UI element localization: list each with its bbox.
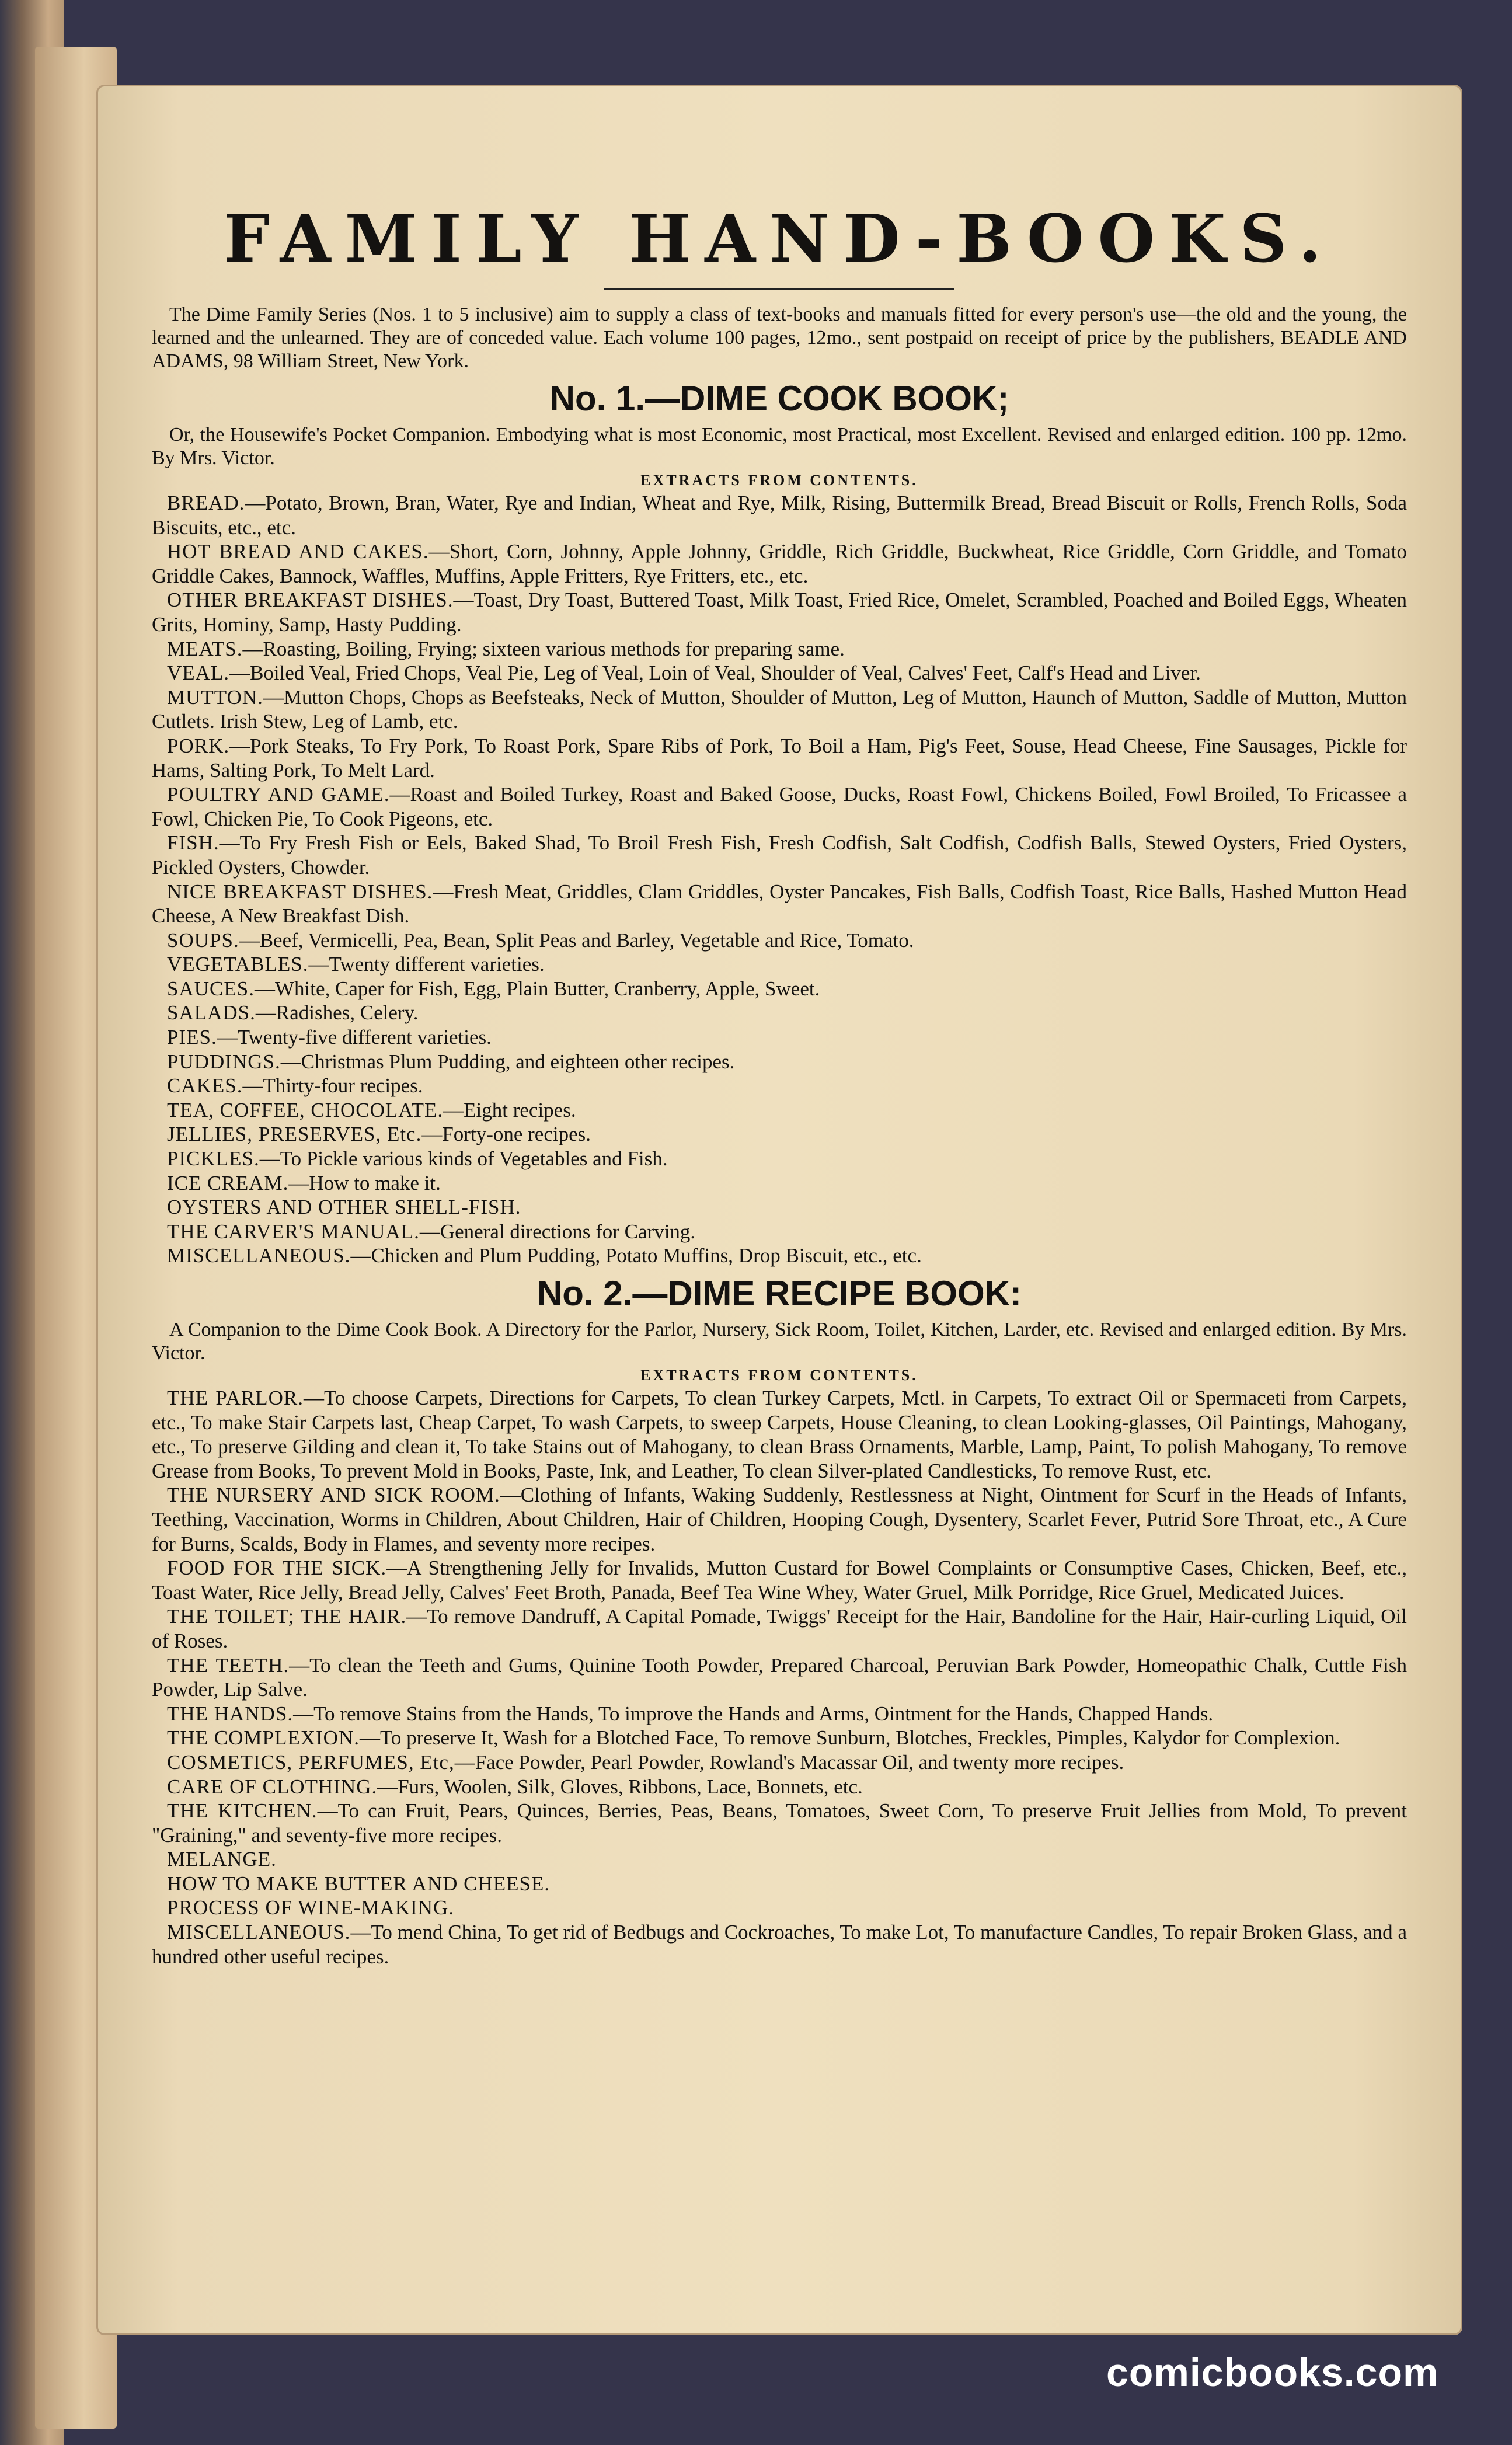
entry-heading: OYSTERS AND OTHER SHELL-FISH. [167,1196,521,1219]
contents-entry [152,1195,1407,1220]
entry-text: —To remove Stains from the Hands, To improve the Hands and Arms, Ointment for the Hands, Chapped Hands. [293,1702,1214,1725]
contents-entry [152,1050,1407,1074]
entry-text: —How to make it. [288,1171,441,1194]
entry-text: —Clothing of Infants, Waking Suddenly, Restlessness at Night, Ointment for Scurf in the Heads of Infants, Teething, Vaccination, Worms in Children, About Children, Hair of Children, Hooping Cough, Dysentery, Scarlet Fever, Putrid Sore Throat, etc., A Cure for Burns, Scalds, Body in Flames, and seventy more recipes. [152,1483,1407,1555]
book2-subtitle: A Companion to the Dime Cook Book. A Directory for the Parlor, Nursery, Sick Room, Toilet, Kitchen, Larder, etc. Revised and enlarged edition. By Mrs. Victor. [152,1319,1407,1364]
entry-text: —Potato, Brown, Bran, Water, Rye and Indian, Wheat and Rye, Milk, Rising, Buttermilk Bread, Bread Biscuit or Rolls, French Rolls, Soda Biscuits, etc., etc. [152,492,1407,539]
entry-text: —Pork Steaks, To Fry Pork, To Roast Pork, Spare Ribs of Pork, To Boil a Ham, Pig's Feet, Souse, Head Cheese, Fine Sausages, Pickle for Hams, Salting Pork, To Melt Lard. [152,734,1407,782]
entry-text: —Beef, Vermicelli, Pea, Bean, Split Peas and Barley, Vegetable and Rice, Tomato. [239,928,914,952]
entry-heading: PROCESS OF WINE-MAKING. [167,1896,454,1920]
entry-text: —Face Powder, Pearl Powder, Rowland's Macassar Oil, and twenty more recipes. [454,1750,1124,1774]
contents-entry [152,539,1407,588]
entry-text: —To remove Dandruff, A Capital Pomade, Twiggs' Receipt for the Hair, Bandoline for the Hair, Hair-curling Liquid, Oil of Roses. [152,1605,1408,1652]
entry-text: —Eight recipes. [443,1098,576,1122]
contents-entry [152,734,1407,782]
contents-entry [152,661,1407,685]
contents-entry [152,977,1407,1001]
contents-entry [152,952,1407,977]
contents-entry [152,831,1407,879]
contents-entry [152,1001,1407,1025]
entry-text: —Fresh Meat, Griddles, Clam Griddles, Oyster Pancakes, Fish Balls, Codfish Toast, Rice Balls, Hashed Mutton Head Cheese, A New Breakfast Dish. [152,880,1408,928]
entry-text: —Twenty different varieties. [308,953,545,976]
site-watermark: comicbooks.com [1106,2350,1439,2395]
contents-entry [152,1920,1407,1969]
entry-heading: THE NURSERY AND SICK ROOM. [167,1483,500,1507]
intro-paragraph: The Dime Family Series (Nos. 1 to 5 inclusive) aim to supply a class of text-books and manuals fitted for every person's use—the old and the young, the learned and the unlearned. They are of conceded value. Each volume 100 pages, 12mo., sent postpaid on receipt of price by the publishers, BEADLE AND ADAMS, 98 William Street, New York. [152,304,1407,372]
entry-text: —Thirty-four recipes. [242,1074,423,1098]
entry-text: —To mend China, To get rid of Bedbugs and Cockroaches, To make Lot, To manufacture Candles, To repair Broken Glass, and a hundred other useful recipes. [152,1921,1407,1968]
contents-entry [152,1171,1407,1196]
contents-entry [152,1872,1407,1896]
entry-text: —Radishes, Celery. [255,1001,419,1025]
title-rule [604,288,954,290]
contents-entry [152,1896,1407,1920]
entry-heading: OTHER BREAKFAST DISHES. [167,588,454,612]
contents-entry [152,1556,1407,1604]
entry-text: —To clean the Teeth and Gums, Quinine Tooth Powder, Prepared Charcoal, Peruvian Bark Powder, Homeopathic Chalk, Cuttle Fish Powder, Lip Salve. [152,1653,1408,1701]
entry-heading: VEGETABLES. [167,953,309,976]
entry-heading: PIES. [167,1026,217,1049]
contents-entry [152,588,1407,636]
entry-heading: TEA, COFFEE, CHOCOLATE. [167,1098,444,1122]
entry-heading: MUTTON. [167,685,263,709]
contents-entry [152,1483,1407,1556]
entry-heading: MISCELLANEOUS. [167,1921,351,1944]
contents-entry [152,1386,1407,1483]
contents-entry [152,637,1407,661]
contents-entry [152,1702,1407,1726]
entry-text: —Roasting, Boiling, Frying; sixteen various methods for preparing same. [242,637,845,660]
entry-heading: MELANGE. [167,1848,277,1871]
entry-heading: NICE BREAKFAST DISHES. [167,880,433,903]
entry-heading: BREAD. [167,492,245,514]
entry-heading: JELLIES, PRESERVES, Etc. [167,1123,422,1146]
entry-heading: THE COMPLEXION. [167,1726,360,1750]
entry-heading: SALADS. [167,1001,256,1025]
entry-heading: PORK. [167,734,230,757]
entry-text: —Chicken and Plum Pudding, Potato Muffins, Drop Biscuit, etc., etc. [350,1244,922,1267]
entry-heading: PICKLES. [167,1147,260,1171]
entry-heading: COSMETICS, PERFUMES, Etc, [167,1750,455,1774]
entry-heading: THE TOILET; THE HAIR. [167,1605,407,1628]
page-content [152,201,1407,1969]
entry-text: —Furs, Woolen, Silk, Gloves, Ribbons, Lace, Bonnets, etc. [377,1775,863,1798]
entry-text: —White, Caper for Fish, Egg, Plain Butter, Cranberry, Apple, Sweet. [254,977,820,1000]
entry-heading: THE PARLOR. [167,1387,304,1409]
contents-entry [152,1847,1407,1872]
book1-subtitle: Or, the Housewife's Pocket Companion. Embodying what is most Economic, most Practical, most Excellent. Revised and enlarged edition. 100 pp. 12mo. By Mrs. Victor. [152,424,1407,469]
page-title: FAMILY HAND-BOOKS. [223,201,1336,277]
contents-entry [152,1775,1407,1799]
entry-text: —Toast, Dry Toast, Buttered Toast, Milk Toast, Fried Rice, Omelet, Scrambled, Poached and Boiled Eggs, Wheaten Grits, Hominy, Samp, Hasty Pudding. [152,588,1407,636]
contents-entry [152,1122,1407,1147]
contents-entry [152,1147,1407,1171]
entry-heading: CAKES. [167,1074,243,1098]
entry-heading: PUDDINGS. [167,1050,281,1073]
entry-text: —To Pickle various kinds of Vegetables and Fish. [259,1147,668,1171]
book2-extracts-heading: EXTRACTS FROM CONTENTS. [640,1367,918,1384]
entry-text: —Short, Corn, Johnny, Apple Johnny, Griddle, Rich Griddle, Buckwheat, Rice Griddle, Corn Griddle, and Tomato Griddle Cakes, Bannock, Waffles, Muffins, Apple Fritters, Rye Fritters, etc., etc. [152,540,1407,587]
contents-entry [152,928,1407,953]
entry-heading: THE KITCHEN. [167,1799,318,1823]
contents-entry [152,1074,1407,1098]
entry-heading: HOW TO MAKE BUTTER AND CHEESE. [167,1872,551,1895]
entry-heading: HOT BREAD AND CAKES. [167,540,429,563]
entry-text: —Roast and Boiled Turkey, Roast and Baked Goose, Ducks, Roast Fowl, Chickens Boiled, Fowl Broiled, To Fricassee a Fowl, Chicken Pie, To Cook Pigeons, etc. [152,783,1408,830]
contents-entry [152,1098,1407,1123]
book2-contents-list [152,1386,1407,1969]
entry-text: —Christmas Plum Pudding, and eighteen other recipes. [280,1050,735,1073]
entry-text: —To preserve It, Wash for a Blotched Face, To remove Sunburn, Blotches, Freckles, Pimples, Kalydor for Complexion. [359,1726,1340,1750]
contents-entry [152,1750,1407,1775]
entry-text: —To choose Carpets, Directions for Carpets, To clean Turkey Carpets, Mctl. in Carpets, To extract Oil or Spermaceti from Carpets, etc., To make Stair Carpets last, Cheap Carpet, To wash Carpets, to sweep Carpets, House Cleaning, to clean Looking-glasses, Oil Paintings, Mahogany, etc., To preserve Gilding and clean it, To take Stains out of Mahogany, to clean Brass Ornaments, Marble, Lamp, Paint, To polish Mahogany, To remove Grease from Books, To prevent Mold in Books, Paste, Ink, and Leather, To clean Silver-plated Candlesticks, To remove Rust, etc. [152,1387,1407,1482]
book1-title: No. 1.—DIME COOK BOOK; [549,379,1009,418]
entry-text: —To can Fruit, Pears, Quinces, Berries, Peas, Beans, Tomatoes, Sweet Corn, To preserve Fruit Jellies from Mold, To prevent "Graining," and seventy-five more recipes. [152,1799,1407,1847]
entry-heading: SAUCES. [167,977,255,1000]
book1-extracts-heading: EXTRACTS FROM CONTENTS. [640,472,918,489]
contents-entry [152,1799,1407,1847]
entry-heading: MISCELLANEOUS. [167,1244,351,1267]
entry-heading: VEAL. [167,661,230,685]
contents-entry [152,1604,1407,1653]
entry-text: —Twenty-five different varieties. [217,1026,492,1049]
entry-text: —Mutton Chops, Chops as Beefsteaks, Neck of Mutton, Shoulder of Mutton, Leg of Mutton, Haunch of Mutton, Saddle of Mutton, Mutton Cutlets. Irish Stew, Leg of Lamb, etc. [152,685,1407,733]
contents-entry [152,1220,1407,1244]
contents-entry [152,1244,1407,1268]
contents-entry [152,685,1407,734]
entry-heading: ICE CREAM. [167,1171,289,1194]
contents-entry [152,1726,1407,1750]
contents-entry [152,491,1407,539]
entry-heading: CARE OF CLOTHING. [167,1775,378,1798]
entry-heading: FISH. [167,831,220,855]
entry-text: —General directions for Carving. [419,1220,696,1243]
contents-entry [152,782,1407,831]
entry-heading: THE TEETH. [167,1653,290,1677]
entry-text: —Forty-one recipes. [421,1123,591,1146]
contents-entry [152,1025,1407,1050]
contents-entry [152,880,1407,928]
entry-heading: THE CARVER'S MANUAL. [167,1220,420,1243]
entry-heading: FOOD FOR THE SICK. [167,1556,387,1580]
entry-heading: SOUPS. [167,928,239,952]
entry-text: —Boiled Veal, Fried Chops, Veal Pie, Leg of Veal, Loin of Veal, Shoulder of Veal, Calves' Feet, Calf's Head and Liver. [229,661,1201,685]
book2-title: No. 2.—DIME RECIPE BOOK: [536,1274,1022,1313]
contents-entry [152,1653,1407,1702]
entry-heading: POULTRY AND GAME. [167,783,390,806]
entry-heading: MEATS. [167,637,243,660]
entry-text: —To Fry Fresh Fish or Eels, Baked Shad, To Broil Fresh Fish, Fresh Codfish, Salt Codfish, Codfish Balls, Stewed Oysters, Fried Oysters, Pickled Oysters, Chowder. [152,831,1407,879]
book-page [96,85,1462,2335]
book1-contents-list [152,491,1407,1268]
entry-text: —A Strengthening Jelly for Invalids, Mutton Custard for Bowel Complaints or Consumptive Cases, Chicken, Beef, etc., Toast Water, Rice Jelly, Bread Jelly, Calves' Feet Broth, Panada, Beef Tea Wine Whey, Water Gruel, Milk Porridge, Rice Gruel, Medicated Juices. [152,1556,1407,1604]
entry-heading: THE HANDS. [167,1702,294,1725]
